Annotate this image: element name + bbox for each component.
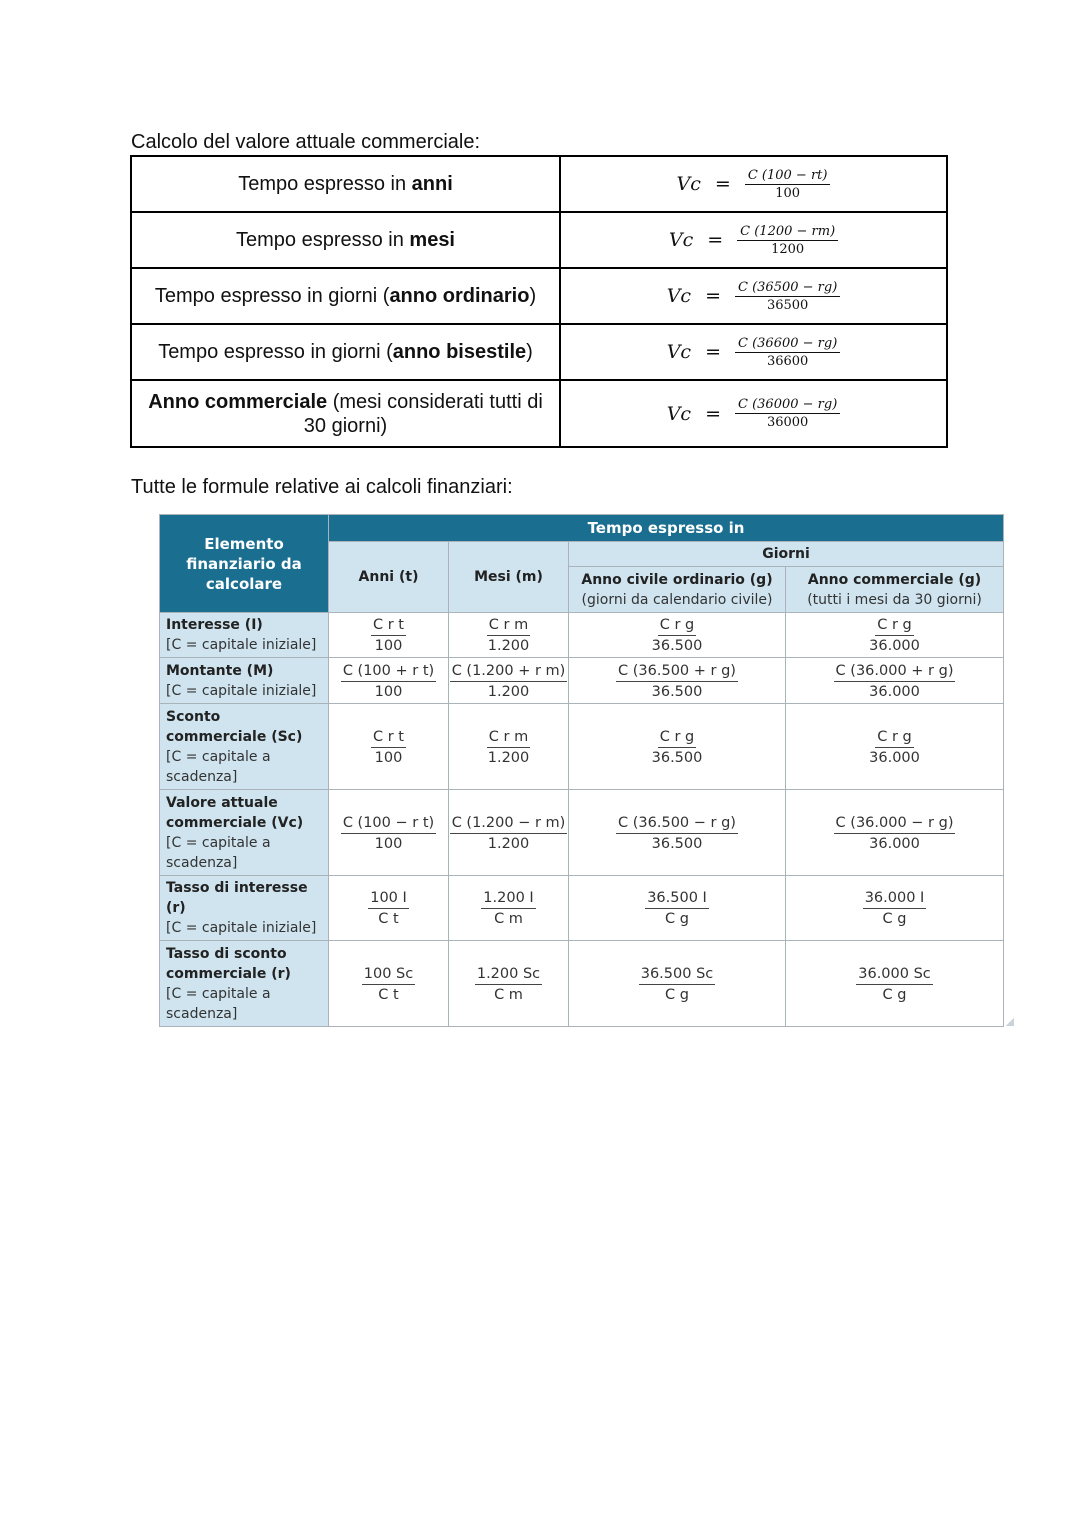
row-elemento: Sconto commerciale (Sc) [C = capitale a scadenza] (160, 704, 329, 790)
formula-mesi: $\frac{\text{C (1.200 + r m)}}{1.200}$ (449, 658, 569, 704)
header-giorni: Giorni (569, 542, 1004, 567)
table-row (131, 212, 947, 268)
table-valore-attuale (130, 155, 948, 448)
formula-commerciale: $\frac{\text{C r g}}{36.000}$ (786, 613, 1004, 658)
table-row (160, 876, 1004, 941)
row-elemento: Montante (M) [C = capitale iniziale] (160, 658, 329, 704)
formula: Vc = $\frac{C (100 - rt)}{100}$ (560, 156, 947, 212)
page-curl-decoration (1006, 1018, 1014, 1026)
table-row (131, 156, 947, 212)
formula-commerciale: $\frac{\text{C r g}}{36.000}$ (786, 704, 1004, 790)
table-row (131, 380, 947, 447)
formula-ordinario: $\frac{\text{C r g}}{36.500}$ (569, 613, 786, 658)
formula-mesi: $\frac{1.200 I}{\text{C m}}$ (449, 876, 569, 941)
formula-mesi: $\frac{1.200 Sc}{\text{C m}}$ (449, 941, 569, 1027)
heading-formule-finanziarie: Tutte le formule relative ai calcoli finanziari: (131, 476, 513, 498)
formula-ordinario: $\frac{36.500 Sc}{\text{C g}}$ (569, 941, 786, 1027)
formula-anni: $\frac{\text{C (100 − r t)}}{100}$ (329, 790, 449, 876)
header-tempo: Tempo espresso in (329, 515, 1004, 542)
formula-commerciale: $\frac{\text{C (36.000 − r g)}}{36.000}$ (786, 790, 1004, 876)
heading-valore-attuale: Calcolo del valore attuale commerciale: (131, 131, 481, 153)
formula: Vc = $\frac{C (36500 - rg)}{36500}$ (560, 268, 947, 324)
row-label: Tempo espresso in giorni (anno bisestile) (131, 324, 560, 380)
header-anni: Anni (t) (329, 542, 449, 613)
formula-ordinario: $\frac{\text{C r g}}{36.500}$ (569, 704, 786, 790)
header-mesi: Mesi (m) (449, 542, 569, 613)
table-row (160, 941, 1004, 1027)
table-row (131, 268, 947, 324)
table-row (160, 613, 1004, 658)
formula-ordinario: $\frac{36.500 I}{\text{C g}}$ (569, 876, 786, 941)
header-anno-ordinario: Anno civile ordinario (g) (giorni da calendario civile) (569, 567, 786, 613)
formula-anni: $\frac{\text{C (100 + r t)}}{100}$ (329, 658, 449, 704)
row-label: Tempo espresso in giorni (anno ordinario) (131, 268, 560, 324)
formula-anni: $\frac{100 Sc}{\text{C t}}$ (329, 941, 449, 1027)
table-row (131, 324, 947, 380)
row-elemento: Tasso di interesse (r) [C = capitale iniziale] (160, 876, 329, 941)
formula-commerciale: $\frac{\text{C (36.000 + r g)}}{36.000}$ (786, 658, 1004, 704)
formula-commerciale: $\frac{36.000 I}{\text{C g}}$ (786, 876, 1004, 941)
table-formule-finanziarie (159, 514, 1004, 1027)
row-label: Tempo espresso in mesi (131, 212, 560, 268)
formula-commerciale: $\frac{36.000 Sc}{\text{C g}}$ (786, 941, 1004, 1027)
formula-anni: $\frac{\text{C r t}}{100}$ (329, 704, 449, 790)
table-row (160, 658, 1004, 704)
formula: Vc = $\frac{C (36600 - rg)}{36600}$ (560, 324, 947, 380)
formula-anni: $\frac{100 I}{\text{C t}}$ (329, 876, 449, 941)
header-anno-commerciale: Anno commerciale (g) (tutti i mesi da 30 giorni) (786, 567, 1004, 613)
header-elemento: Elemento finanziario da calcolare (160, 515, 329, 613)
row-elemento: Interesse (I) [C = capitale iniziale] (160, 613, 329, 658)
formula: Vc = $\frac{C (1200 - rm)}{1200}$ (560, 212, 947, 268)
formula-mesi: $\frac{\text{C (1.200 − r m)}}{1.200}$ (449, 790, 569, 876)
formula-mesi: $\frac{\text{C r m}}{1.200}$ (449, 704, 569, 790)
row-elemento: Valore attuale commerciale (Vc) [C = capitale a scadenza] (160, 790, 329, 876)
row-label: Tempo espresso in anni (131, 156, 560, 212)
table-row (160, 704, 1004, 790)
formula-mesi: $\frac{\text{C r m}}{1.200}$ (449, 613, 569, 658)
formula-anni: $\frac{\text{C r t}}{100}$ (329, 613, 449, 658)
row-elemento: Tasso di sconto commerciale (r) [C = capitale a scadenza] (160, 941, 329, 1027)
formula: Vc = $\frac{C (36000 - rg)}{36000}$ (560, 380, 947, 447)
table-row (160, 790, 1004, 876)
row-label: Anno commerciale (mesi considerati tutti di 30 giorni) (131, 380, 560, 447)
formula-ordinario: $\frac{\text{C (36.500 + r g)}}{36.500}$ (569, 658, 786, 704)
formula-ordinario: $\frac{\text{C (36.500 − r g)}}{36.500}$ (569, 790, 786, 876)
